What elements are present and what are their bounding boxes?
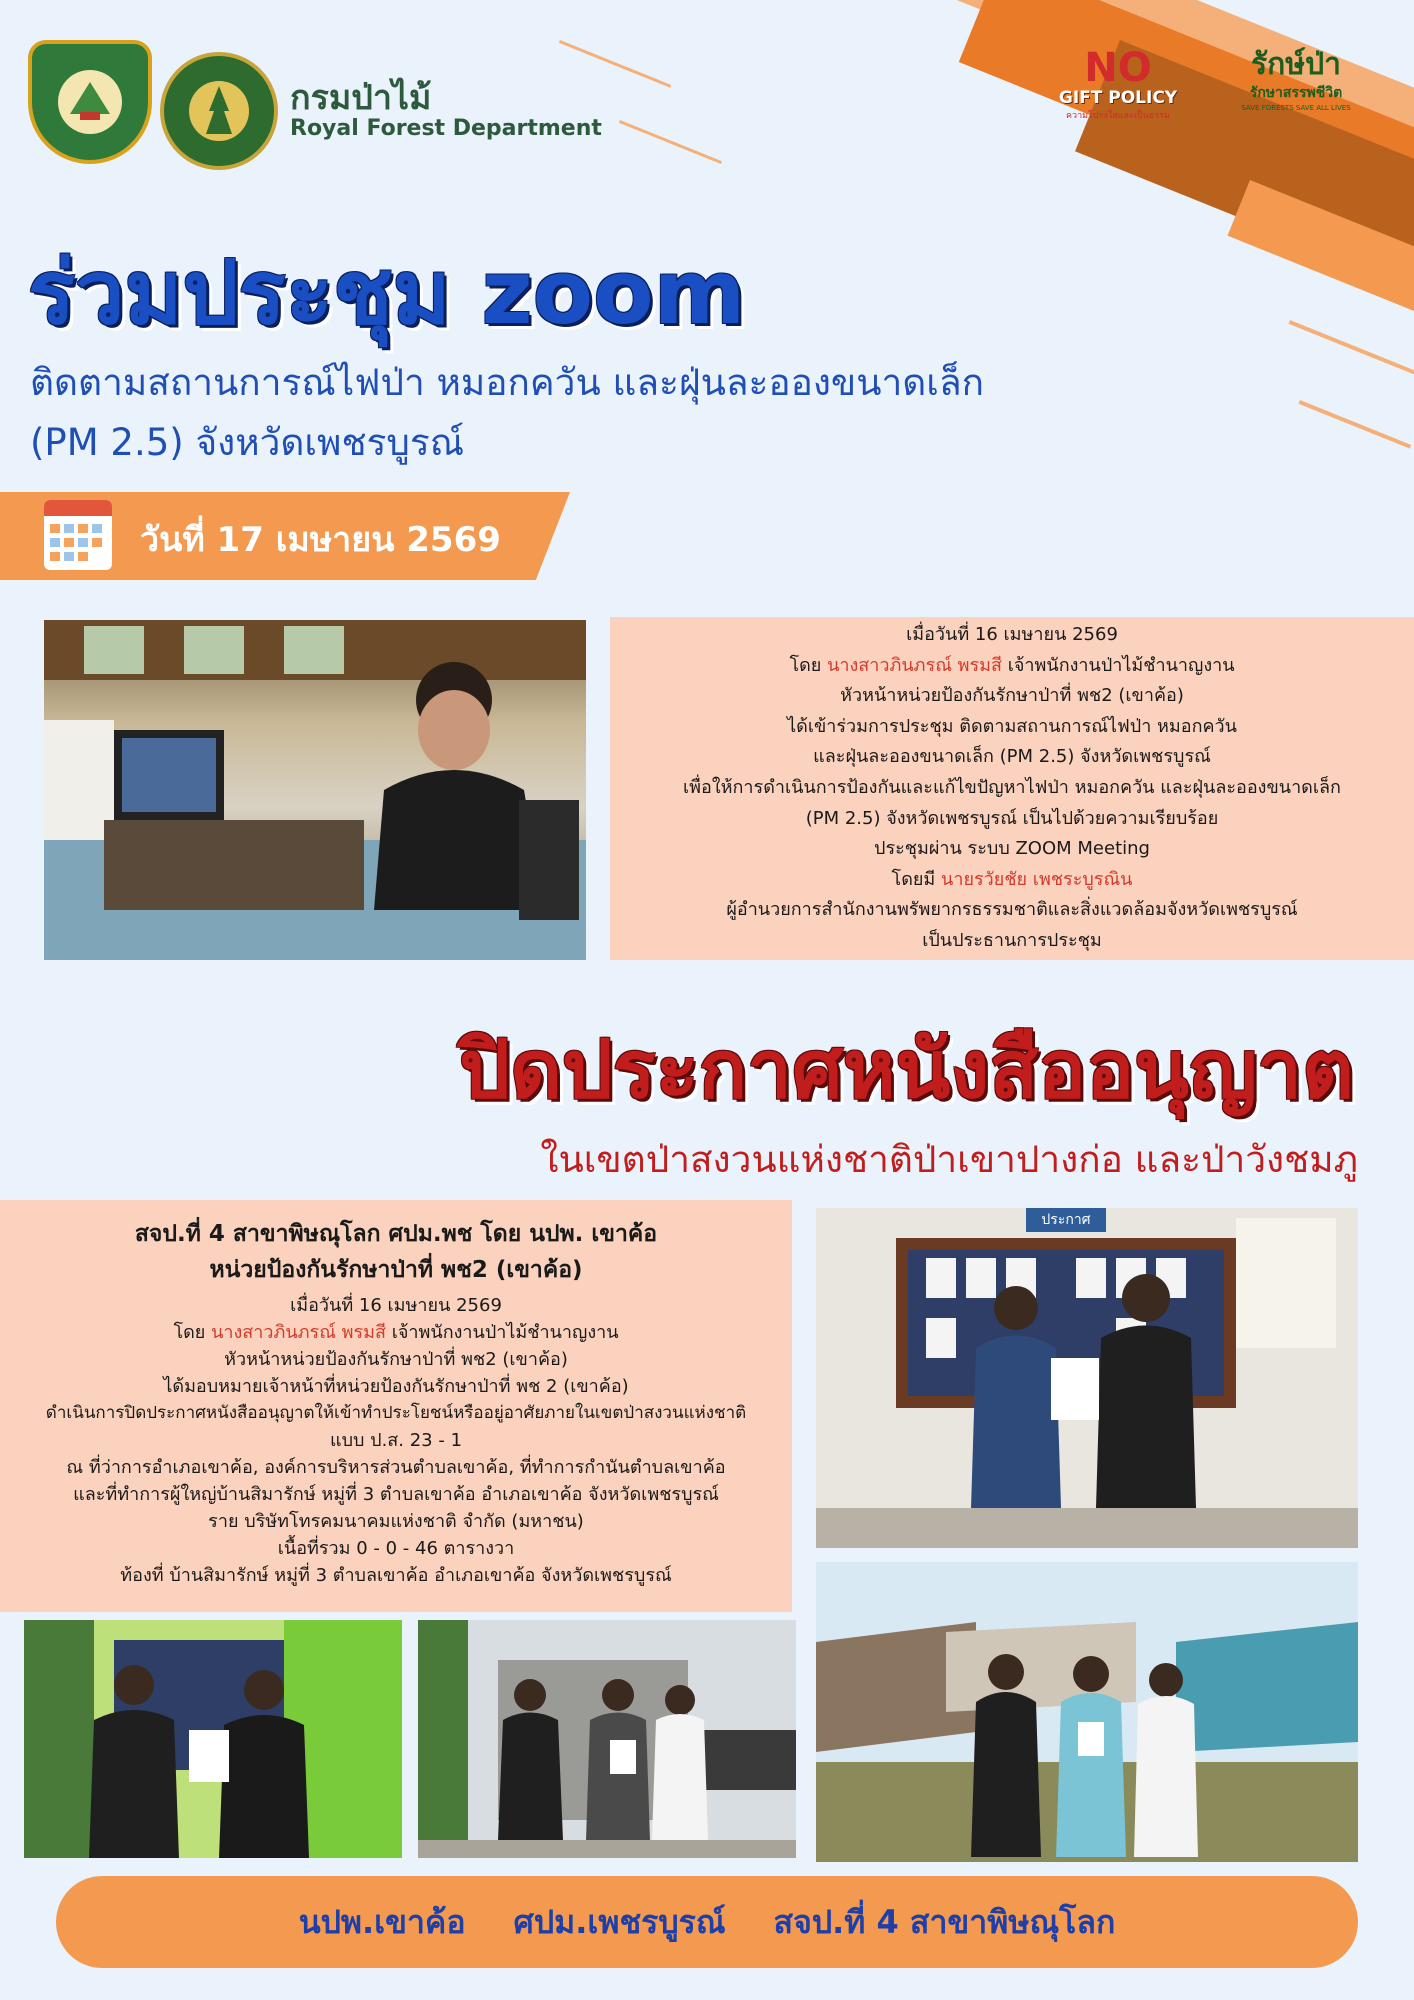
no-gift-caption: ความโปร่งใสและเป็นธรรม <box>1066 111 1170 121</box>
footer-bar <box>56 1876 1358 1968</box>
s2-line2: โดย นางสาวภินภรณ์ พรมสี เจ้าพนักงานป่าไม้ชำนาญงาน <box>173 1322 619 1343</box>
photo-zoom-meeting <box>44 620 586 960</box>
photo-office-sign-handover <box>418 1620 796 1858</box>
section2-info-box <box>0 1200 792 1612</box>
rak-pa-caption: SAVE FORESTS SAVE ALL LIVES <box>1241 104 1351 112</box>
s1-chair-name: นายรวัยชัย เพชระบูรณิน <box>941 868 1133 890</box>
s1-line10: ผู้อำนวยการสำนักงานพรัพยากรธรรมชาติและสิ่งแวดล้อมจังหวัดเพชรบูรณ์ <box>726 899 1298 921</box>
s1-line5: และฝุ่นละอองขนาดเล็ก (PM 2.5) จังหวัดเพชรบูรณ์ <box>813 746 1211 768</box>
s2-officer-name: นางสาวภินภรณ์ พรมสี <box>211 1322 387 1343</box>
s2-line6: แบบ ป.ส. 23 - 1 <box>329 1430 463 1451</box>
s2-line4: ได้มอบหมายเจ้าหน้าที่หน่วยป้องกันรักษาป่าที่ พช 2 (เขาค้อ) <box>163 1376 629 1397</box>
s2-line1: เมื่อวันที่ 16 เมษายน 2569 <box>290 1295 502 1316</box>
section2-subtitle: ในเขตป่าสงวนแห่งชาติป่าเขาปางก่อ และป่าวังชมภู <box>540 1138 1358 1181</box>
no-gift-no: NO <box>1084 45 1152 91</box>
s1-line3: หัวหน้าหน่วยป้องกันรักษาป่าที่ พช2 (เขาค้อ) <box>840 685 1184 707</box>
photo-village-handover <box>816 1562 1358 1862</box>
s2-line3: หัวหน้าหน่วยป้องกันรักษาป่าที่ พช2 (เขาค้อ) <box>224 1349 568 1370</box>
s1-line6: เพื่อให้การดำเนินการป้องกันและแก้ไขปัญหาไฟป่า หมอกควัน และฝุ่นละอองขนาดเล็ก <box>683 776 1341 798</box>
s1-line7: (PM 2.5) จังหวัดเพชรบูรณ์ เป็นไปด้วยความเรียบร้อย <box>805 807 1219 829</box>
footer-item-khao-kho: นปพ.เขาค้อ <box>298 1902 466 1941</box>
rak-pa-badge <box>1206 48 1386 128</box>
dept-name-th: กรมป่าไม้ <box>290 78 432 118</box>
dept-name-en: Royal Forest Department <box>290 116 602 141</box>
footer-item-phetchabun: ศปม.เพชรบูรณ์ <box>513 1902 726 1941</box>
seal-icon <box>50 62 130 142</box>
s2-line8: และที่ทำการผู้ใหญ่บ้านสิมารักษ์ หมู่ที่ 3 ตำบลเขาค้อ อำเภอเขาค้อ จังหวัดเพชรบูรณ์ <box>73 1484 719 1505</box>
s1-line8: ประชุมผ่าน ระบบ ZOOM Meeting <box>874 838 1150 860</box>
section1-title: ร่วมประชุม zoom <box>28 241 746 344</box>
s2-line7: ณ ที่ว่าการอำเภอเขาค้อ, องค์การบริหารส่วนตำบลเขาค้อ, ที่ทำการกำนันตำบลเขาค้อ <box>66 1457 726 1478</box>
no-gift-policy-badge <box>1046 45 1190 138</box>
s2-heading2: หน่วยป้องกันรักษาป่าที่ พช2 (เขาค้อ) <box>209 1257 583 1283</box>
notice-board-sign: ประกาศ <box>1026 1208 1106 1232</box>
s1-line1: เมื่อวันที่ 16 เมษายน 2569 <box>906 624 1118 645</box>
section1-subtitle-line2: (PM 2.5) จังหวัดเพชรบูรณ์ <box>30 421 465 464</box>
s1-line4: ได้เข้าร่วมการประชุม ติดตามสถานการณ์ไฟป่า หมอกควัน <box>787 715 1237 737</box>
s2-line5: ดำเนินการปิดประกาศหนังสืออนุญาตให้เข้าทำประโยชน์หรืออยู่อาศัยภายในเขตป่าสงวนแห่งชาติ <box>45 1403 747 1423</box>
footer-item-phitsanulok: สจป.ที่ 4 สาขาพิษณุโลก <box>773 1902 1116 1941</box>
s1-line11: เป็นประธานการประชุม <box>922 929 1102 951</box>
s1-officer-name: นางสาวภินภรณ์ พรมสี <box>827 654 1003 676</box>
s2-line10: เนื้อที่รวม 0 - 0 - 46 ตารางวา <box>277 1538 515 1559</box>
calendar-icon <box>44 500 112 570</box>
section1-subtitle-line1: ติดตามสถานการณ์ไฟป่า หมอกควัน และฝุ่นละอองขนาดเล็ก <box>30 361 985 404</box>
rak-pa-subtitle: รักษาสรรพชีวิต <box>1249 85 1343 101</box>
province-seal-logo <box>28 40 152 164</box>
rak-pa-title: รักษ์ป่า <box>1251 47 1341 82</box>
s1-line9: โดยมี นายรวัยชัย เพชระบูรณิน <box>891 868 1133 890</box>
photo-notice-board <box>816 1208 1358 1548</box>
s2-line9: ราย บริษัทโทรคมนาคมแห่งชาติ จำกัด (มหาชน) <box>208 1511 584 1532</box>
tree-deity-icon <box>184 76 254 146</box>
section1-info-box <box>610 617 1414 960</box>
photo-office-handover <box>24 1620 402 1858</box>
s1-line2: โดย นางสาวภินภรณ์ พรมสี เจ้าพนักงานป่าไม้ชำนาญงาน <box>789 654 1235 676</box>
s2-line11: ท้องที่ บ้านสิมารักษ์ หมู่ที่ 3 ตำบลเขาค้อ อำเภอเขาค้อ จังหวัดเพชรบูรณ์ <box>120 1565 672 1586</box>
section2-title: ปิดประกาศหนังสืออนุญาต <box>459 1023 1354 1116</box>
rfd-logo <box>160 52 278 170</box>
meeting-date: วันที่ 17 เมษายน 2569 <box>140 520 501 560</box>
no-gift-policy: GIFT POLICY <box>1058 88 1178 108</box>
s2-heading1: สจป.ที่ 4 สาขาพิษณุโลก ศปม.พช โดย นปพ. เขาค้อ <box>134 1221 658 1247</box>
